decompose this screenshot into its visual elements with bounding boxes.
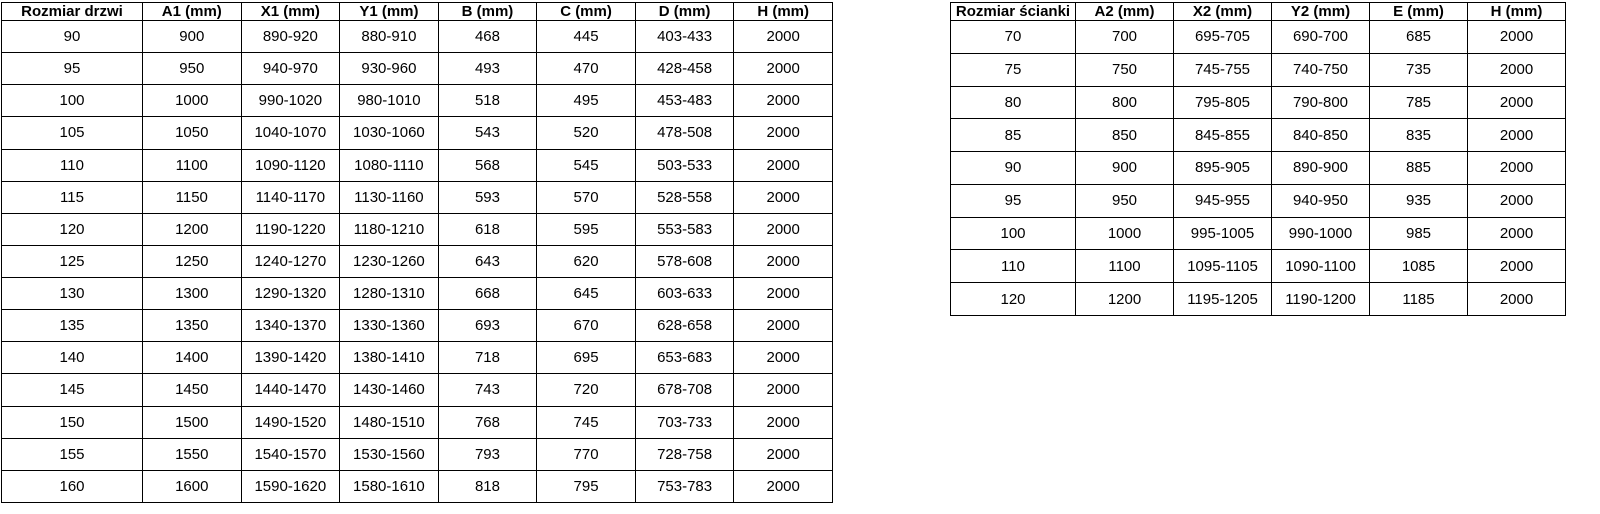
table-cell: 695-705	[1174, 21, 1272, 54]
table-cell: 693	[438, 310, 537, 342]
table-cell: 628-658	[635, 310, 734, 342]
table-cell: 1350	[143, 310, 242, 342]
table-cell: 2000	[734, 438, 833, 470]
column-header: Rozmiar drzwi	[2, 3, 143, 21]
table-cell: 140	[2, 342, 143, 374]
table-cell: 735	[1370, 53, 1468, 86]
table-cell: 1195-1205	[1174, 283, 1272, 316]
table-cell: 1590-1620	[241, 470, 340, 502]
table-row	[951, 184, 1566, 217]
table-cell: 1200	[1076, 283, 1174, 316]
table-cell: 1150	[143, 181, 242, 213]
table-cell: 1540-1570	[241, 438, 340, 470]
wall-table-header	[951, 3, 1566, 21]
table-cell: 900	[1076, 152, 1174, 185]
table-cell: 840-850	[1272, 119, 1370, 152]
table-cell: 1190-1200	[1272, 283, 1370, 316]
table-cell: 1200	[143, 213, 242, 245]
table-cell: 520	[537, 117, 636, 149]
table-cell: 1390-1420	[241, 342, 340, 374]
table-cell: 2000	[734, 53, 833, 85]
table-cell: 900	[143, 21, 242, 53]
table-cell: 740-750	[1272, 53, 1370, 86]
table-cell: 130	[2, 278, 143, 310]
table-row	[2, 470, 833, 502]
column-header: A1 (mm)	[143, 3, 242, 21]
table-cell: 75	[951, 53, 1076, 86]
table-cell: 750	[1076, 53, 1174, 86]
table-cell: 1100	[1076, 250, 1174, 283]
table-cell: 2000	[734, 342, 833, 374]
table-cell: 90	[951, 152, 1076, 185]
table-cell: 1040-1070	[241, 117, 340, 149]
table-cell: 2000	[1468, 119, 1566, 152]
table-cell: 690-700	[1272, 21, 1370, 54]
table-row	[2, 342, 833, 374]
column-header: H (mm)	[1468, 3, 1566, 21]
door-table-header	[2, 3, 833, 21]
table-row	[951, 119, 1566, 152]
table-cell: 1090-1120	[241, 149, 340, 181]
table-cell: 1185	[1370, 283, 1468, 316]
table-cell: 1180-1210	[340, 213, 439, 245]
table-cell: 1000	[1076, 217, 1174, 250]
table-cell: 880-910	[340, 21, 439, 53]
table-cell: 845-855	[1174, 119, 1272, 152]
table-cell: 1250	[143, 245, 242, 277]
table-cell: 453-483	[635, 85, 734, 117]
table-cell: 120	[2, 213, 143, 245]
table-row	[2, 310, 833, 342]
table-cell: 80	[951, 86, 1076, 119]
table-cell: 995-1005	[1174, 217, 1272, 250]
table-row	[951, 152, 1566, 185]
header-row	[951, 3, 1566, 21]
table-cell: 1450	[143, 374, 242, 406]
table-cell: 110	[2, 149, 143, 181]
column-header: E (mm)	[1370, 3, 1468, 21]
table-cell: 950	[1076, 184, 1174, 217]
table-cell: 1130-1160	[340, 181, 439, 213]
column-header: B (mm)	[438, 3, 537, 21]
table-cell: 95	[2, 53, 143, 85]
table-cell: 2000	[734, 374, 833, 406]
table-cell: 503-533	[635, 149, 734, 181]
table-cell: 753-783	[635, 470, 734, 502]
table-cell: 1400	[143, 342, 242, 374]
table-cell: 1240-1270	[241, 245, 340, 277]
column-header: A2 (mm)	[1076, 3, 1174, 21]
table-cell: 850	[1076, 119, 1174, 152]
table-row	[951, 217, 1566, 250]
table-row	[2, 374, 833, 406]
table-cell: 2000	[734, 21, 833, 53]
table-cell: 528-558	[635, 181, 734, 213]
table-cell: 990-1000	[1272, 217, 1370, 250]
table-cell: 1300	[143, 278, 242, 310]
table-cell: 2000	[734, 406, 833, 438]
table-cell: 1580-1610	[340, 470, 439, 502]
table-cell: 1440-1470	[241, 374, 340, 406]
table-cell: 1140-1170	[241, 181, 340, 213]
table-cell: 1085	[1370, 250, 1468, 283]
table-row	[2, 85, 833, 117]
table-cell: 1430-1460	[340, 374, 439, 406]
table-cell: 703-733	[635, 406, 734, 438]
table-cell: 593	[438, 181, 537, 213]
table-cell: 1480-1510	[340, 406, 439, 438]
table-cell: 115	[2, 181, 143, 213]
table-cell: 940-950	[1272, 184, 1370, 217]
table-cell: 793	[438, 438, 537, 470]
table-cell: 950	[143, 53, 242, 85]
table-cell: 695	[537, 342, 636, 374]
table-cell: 645	[537, 278, 636, 310]
table-cell: 2000	[734, 117, 833, 149]
table-cell: 135	[2, 310, 143, 342]
table-cell: 770	[537, 438, 636, 470]
table-cell: 2000	[734, 181, 833, 213]
table-cell: 2000	[734, 245, 833, 277]
table-cell: 620	[537, 245, 636, 277]
table-cell: 100	[951, 217, 1076, 250]
table-cell: 1230-1260	[340, 245, 439, 277]
column-header: D (mm)	[635, 3, 734, 21]
door-table-body	[2, 21, 833, 503]
table-cell: 2000	[1468, 250, 1566, 283]
table-cell: 493	[438, 53, 537, 85]
door-size-table	[1, 2, 833, 503]
table-row	[2, 21, 833, 53]
table-row	[951, 21, 1566, 54]
table-cell: 595	[537, 213, 636, 245]
table-cell: 890-920	[241, 21, 340, 53]
table-cell: 125	[2, 245, 143, 277]
table-cell: 795	[537, 470, 636, 502]
table-cell: 1290-1320	[241, 278, 340, 310]
column-header: Y2 (mm)	[1272, 3, 1370, 21]
table-cell: 1380-1410	[340, 342, 439, 374]
table-cell: 1095-1105	[1174, 250, 1272, 283]
table-cell: 1340-1370	[241, 310, 340, 342]
table-cell: 105	[2, 117, 143, 149]
table-cell: 720	[537, 374, 636, 406]
column-header: Rozmiar ścianki	[951, 3, 1076, 21]
table-cell: 2000	[1468, 53, 1566, 86]
table-cell: 445	[537, 21, 636, 53]
table-cell: 785	[1370, 86, 1468, 119]
table-cell: 578-608	[635, 245, 734, 277]
table-cell: 110	[951, 250, 1076, 283]
table-cell: 745-755	[1174, 53, 1272, 86]
table-cell: 90	[2, 21, 143, 53]
table-cell: 745	[537, 406, 636, 438]
table-cell: 2000	[734, 470, 833, 502]
table-cell: 930-960	[340, 53, 439, 85]
column-header: H (mm)	[734, 3, 833, 21]
table-cell: 790-800	[1272, 86, 1370, 119]
table-cell: 470	[537, 53, 636, 85]
table-cell: 835	[1370, 119, 1468, 152]
table-cell: 570	[537, 181, 636, 213]
table-cell: 890-900	[1272, 152, 1370, 185]
table-cell: 2000	[734, 149, 833, 181]
table-cell: 2000	[1468, 184, 1566, 217]
table-row	[2, 53, 833, 85]
table-cell: 795-805	[1174, 86, 1272, 119]
table-cell: 1280-1310	[340, 278, 439, 310]
table-row	[2, 406, 833, 438]
table-cell: 2000	[1468, 86, 1566, 119]
wall-size-table	[950, 2, 1566, 316]
table-cell: 543	[438, 117, 537, 149]
table-cell: 553-583	[635, 213, 734, 245]
table-cell: 940-970	[241, 53, 340, 85]
table-cell: 728-758	[635, 438, 734, 470]
table-cell: 145	[2, 374, 143, 406]
table-row	[951, 283, 1566, 316]
table-cell: 985	[1370, 217, 1468, 250]
table-cell: 468	[438, 21, 537, 53]
table-cell: 568	[438, 149, 537, 181]
table-cell: 800	[1076, 86, 1174, 119]
table-cell: 160	[2, 470, 143, 502]
table-cell: 718	[438, 342, 537, 374]
table-cell: 1080-1110	[340, 149, 439, 181]
table-cell: 678-708	[635, 374, 734, 406]
table-cell: 945-955	[1174, 184, 1272, 217]
table-cell: 603-633	[635, 278, 734, 310]
table-cell: 1050	[143, 117, 242, 149]
table-cell: 100	[2, 85, 143, 117]
table-cell: 935	[1370, 184, 1468, 217]
table-cell: 1030-1060	[340, 117, 439, 149]
table-cell: 668	[438, 278, 537, 310]
table-cell: 743	[438, 374, 537, 406]
table-row	[2, 278, 833, 310]
table-cell: 478-508	[635, 117, 734, 149]
table-cell: 1330-1360	[340, 310, 439, 342]
table-cell: 885	[1370, 152, 1468, 185]
table-row	[2, 149, 833, 181]
table-cell: 85	[951, 119, 1076, 152]
table-cell: 495	[537, 85, 636, 117]
table-cell: 1190-1220	[241, 213, 340, 245]
table-row	[2, 181, 833, 213]
table-cell: 1500	[143, 406, 242, 438]
table-cell: 643	[438, 245, 537, 277]
table-cell: 95	[951, 184, 1076, 217]
table-cell: 2000	[734, 213, 833, 245]
table-cell: 2000	[1468, 283, 1566, 316]
table-row	[951, 250, 1566, 283]
table-row	[951, 86, 1566, 119]
table-cell: 403-433	[635, 21, 734, 53]
table-cell: 818	[438, 470, 537, 502]
table-cell: 990-1020	[241, 85, 340, 117]
table-cell: 980-1010	[340, 85, 439, 117]
table-row	[2, 117, 833, 149]
table-cell: 1000	[143, 85, 242, 117]
table-cell: 1490-1520	[241, 406, 340, 438]
table-row	[2, 245, 833, 277]
table-cell: 700	[1076, 21, 1174, 54]
header-row	[2, 3, 833, 21]
table-cell: 428-458	[635, 53, 734, 85]
table-row	[2, 438, 833, 470]
table-cell: 2000	[1468, 217, 1566, 250]
table-cell: 1550	[143, 438, 242, 470]
table-cell: 150	[2, 406, 143, 438]
table-cell: 2000	[1468, 21, 1566, 54]
column-header: Y1 (mm)	[340, 3, 439, 21]
table-cell: 2000	[734, 278, 833, 310]
table-cell: 1530-1560	[340, 438, 439, 470]
column-header: X1 (mm)	[241, 3, 340, 21]
table-cell: 70	[951, 21, 1076, 54]
table-cell: 518	[438, 85, 537, 117]
table-cell: 670	[537, 310, 636, 342]
table-cell: 653-683	[635, 342, 734, 374]
table-cell: 2000	[1468, 152, 1566, 185]
column-header: C (mm)	[537, 3, 636, 21]
table-cell: 768	[438, 406, 537, 438]
table-cell: 685	[1370, 21, 1468, 54]
table-cell: 2000	[734, 310, 833, 342]
table-cell: 155	[2, 438, 143, 470]
table-cell: 1090-1100	[1272, 250, 1370, 283]
table-cell: 1100	[143, 149, 242, 181]
table-cell: 2000	[734, 85, 833, 117]
table-row	[2, 213, 833, 245]
table-cell: 618	[438, 213, 537, 245]
table-cell: 120	[951, 283, 1076, 316]
column-header: X2 (mm)	[1174, 3, 1272, 21]
table-cell: 545	[537, 149, 636, 181]
table-cell: 895-905	[1174, 152, 1272, 185]
table-cell: 1600	[143, 470, 242, 502]
table-row	[951, 53, 1566, 86]
wall-table-body	[951, 21, 1566, 316]
